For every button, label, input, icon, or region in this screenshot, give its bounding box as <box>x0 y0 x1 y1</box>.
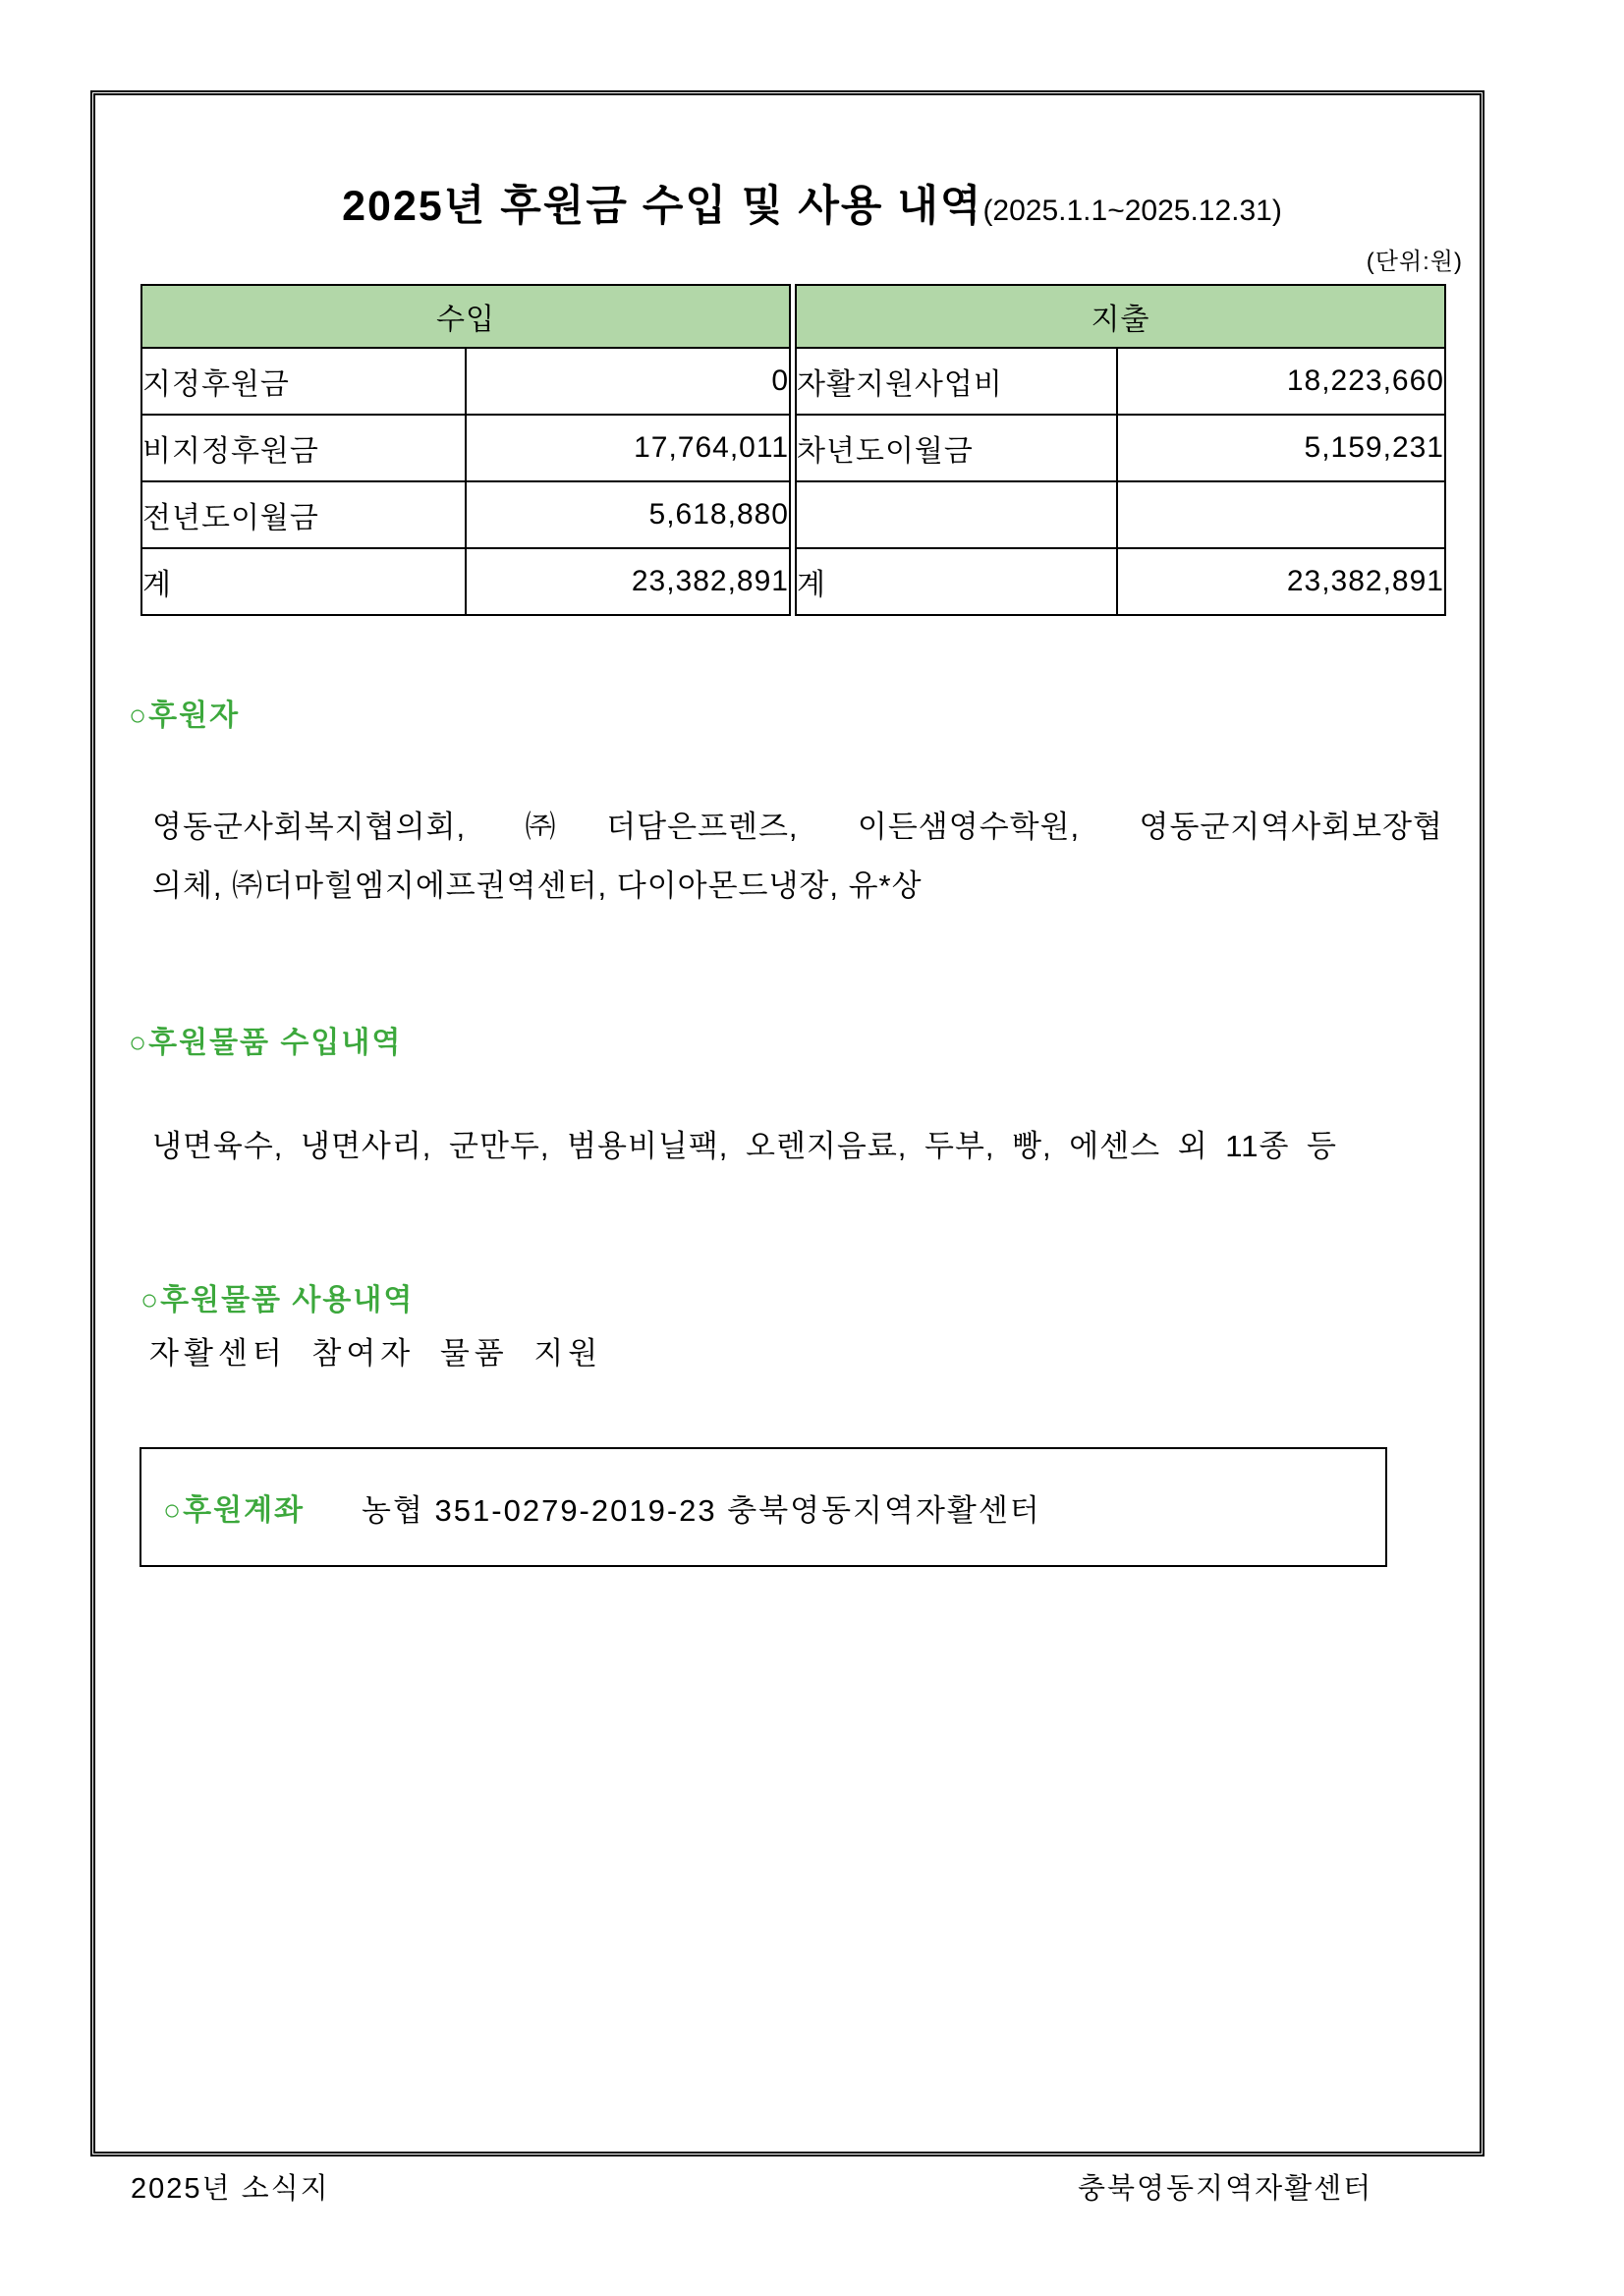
income-value-cell: 17,764,011 <box>466 415 790 481</box>
donation-table <box>140 284 1446 616</box>
income-header-row <box>141 285 790 348</box>
income-label-cell: 지정후원금 <box>141 348 466 415</box>
table-row <box>141 548 790 615</box>
income-label-cell: 계 <box>141 548 466 615</box>
income-header-cell: 수입 <box>141 285 790 348</box>
footer-center-name: 충북영동지역자활센터 <box>1078 2173 1373 2205</box>
table-row <box>796 481 1445 548</box>
page-title <box>0 173 1624 233</box>
income-value-cell: 0 <box>466 348 790 415</box>
income-value-cell: 23,382,891 <box>466 548 790 615</box>
expense-label-cell <box>796 481 1117 548</box>
donors-text-line2: 의체, ㈜더마힐엠지에프권역센터, 다이아몬드냉장, 유*상 <box>152 868 923 903</box>
table-row <box>796 348 1445 415</box>
donors-heading: ○후원자 <box>129 700 241 732</box>
expense-value-cell: 18,223,660 <box>1117 348 1445 415</box>
income-table <box>140 284 791 616</box>
expense-label-cell: 자활지원사업비 <box>796 348 1117 415</box>
expense-table <box>795 284 1446 616</box>
account-heading: ○후원계좌 <box>163 1494 306 1527</box>
title-period: (2025.1.1~2025.12.31) <box>982 195 1282 227</box>
expense-value-cell: 23,382,891 <box>1117 548 1445 615</box>
donors-text-line1: 영동군사회복지협의회, ㈜더담은프렌즈, 이든샘영수학원, 영동군지역사회보장협 <box>152 810 1443 844</box>
table-row <box>796 415 1445 481</box>
account-number-text: 농협 351-0279-2019-23 충북영동지역자활센터 <box>362 1492 1041 1528</box>
expense-value-cell: 5,159,231 <box>1117 415 1445 481</box>
income-label-cell: 비지정후원금 <box>141 415 466 481</box>
goods-income-heading: ○후원물품 수입내역 <box>129 1027 403 1059</box>
income-label-cell: 전년도이월금 <box>141 481 466 548</box>
table-row <box>141 348 790 415</box>
goods-usage-text: 자활센터 참여자 물품 지원 <box>149 1336 603 1371</box>
expense-label-cell: 계 <box>796 548 1117 615</box>
expense-header-row <box>796 285 1445 348</box>
goods-usage-heading: ○후원물품 사용내역 <box>140 1284 415 1316</box>
unit-note: (단위:원) <box>1366 249 1463 275</box>
footer-newsletter-label: 2025년 소식지 <box>131 2173 330 2205</box>
table-row <box>141 481 790 548</box>
account-box <box>140 1447 1387 1567</box>
document-title: 2025년 후원금 수입 및 사용 내역 <box>342 183 983 230</box>
table-row <box>796 548 1445 615</box>
expense-label-cell: 차년도이월금 <box>796 415 1117 481</box>
table-row <box>141 415 790 481</box>
expense-value-cell <box>1117 481 1445 548</box>
expense-header-cell: 지출 <box>796 285 1445 348</box>
goods-income-text: 냉면육수, 냉면사리, 군만두, 범용비닐팩, 오렌지음료, 두부, 빵, 에센스 외 11종 등 <box>152 1129 1337 1163</box>
income-value-cell: 5,618,880 <box>466 481 790 548</box>
